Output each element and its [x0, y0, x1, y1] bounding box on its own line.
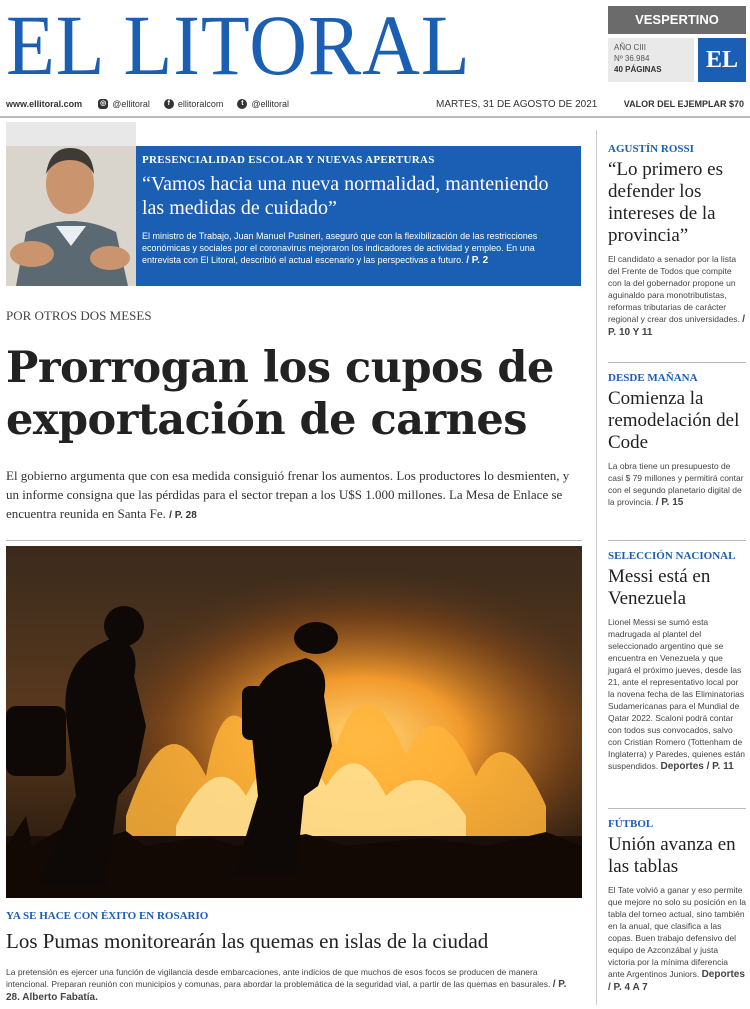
social-facebook[interactable]	[164, 99, 224, 109]
side-body-text: El Tate volvió a ganar y eso permite que mejore no solo su posición en la tabla del torneo actual, sino también en la anual, que clasifica a las copas. Buen trabajo defensivo del equipo de Azconzábal y justa victoria por la mínima diferencia ante Argentinos Juniors.	[608, 885, 746, 979]
main-kicker: POR OTROS DOS MESES	[6, 308, 152, 323]
issue-number: Nº 36.984	[614, 54, 650, 63]
side-page-ref[interactable]: Deportes / P. 11	[660, 761, 734, 772]
instagram-handle: @ellitoral	[112, 99, 150, 109]
side-headline[interactable]: Messi está en Venezuela	[608, 566, 711, 609]
side-kicker: AGUSTÍN ROSSI	[608, 143, 694, 155]
facebook-handle: ellitoralcom	[177, 99, 224, 109]
side-page-ref[interactable]: Deportes / P. 4 A 7	[608, 969, 745, 993]
main-page-ref[interactable]: / P. 28	[169, 510, 197, 521]
social-instagram[interactable]	[98, 99, 150, 109]
side-body-text: El candidato a senador por la lista del Frente de Todos que compite con la del gobernador propone un aguinaldo para monotributistas, reformas tributarias de carácter regional y crear dos universidades.	[608, 254, 740, 324]
twitter-handle: @ellitoral	[251, 99, 290, 109]
website-link[interactable]: www.ellitoral.com	[6, 99, 83, 109]
masthead	[6, 0, 596, 93]
pumas-body-text: La pretensión es ejercer una función de vigilancia desde embarcaciones, ante indicios de que muchos de esos focos se producen de manera intencional. Preparan reunión con municipios y comunas, para abordar la problemática de la seguridad vial, a partir de las quemas en basurales.	[6, 967, 551, 989]
info-bar	[6, 96, 746, 112]
side-body-text: La obra tiene un presupuesto de casi $ 79 millones y permitirá contar con el segundo planetario digital de la provincia.	[608, 461, 744, 507]
feature-quote[interactable]: “Vamos hacia una nueva normalidad, manteniendo las medidas de cuidado”	[142, 173, 549, 219]
instagram-icon: ◎	[100, 100, 107, 107]
feature-body-text: El ministro de Trabajo, Juan Manuel Pusineri, aseguró que con la flexibilización de las restricciones económicas y sociales por el coronavirus mejoraron los indicadores de actividad y empleo. En una entrevista con El Litoral, describió el actual escenario y las perspectivas a futuro.	[142, 231, 538, 265]
side-body	[608, 884, 746, 994]
feature-page-ref[interactable]: / P. 2	[466, 255, 489, 266]
section-rule	[6, 540, 582, 541]
issue-year: AÑO CIII	[614, 43, 647, 52]
masthead-logo: EL LITORAL	[6, 0, 471, 93]
feature-body	[142, 230, 572, 267]
side-story-rossi[interactable]	[608, 143, 746, 339]
issue-meta	[608, 38, 694, 82]
header-rule	[0, 116, 750, 118]
main-deck	[6, 466, 584, 525]
side-rule	[608, 808, 746, 809]
fire-photo	[6, 546, 582, 898]
side-story-code[interactable]	[608, 372, 746, 509]
side-body-text: Lionel Messi se sumó esta madrugada al plantel del seleccionado argentino que se encuentra en Venezuela y que jugará el próximo jueves, desde las 21, ante el representativo local por la novena fecha de las Eliminatorias Sudamericanas para el Mundial de Qatar 2022. Scaloni podrá contar con todos sus convocados, salvo con Cristian Romero (Tottenham de Inglaterra) y Paredes, quienes están suspendidos.	[608, 617, 746, 771]
side-headline[interactable]: Unión avanza en las tablas	[608, 834, 736, 877]
issue-pages: 40 PÁGINAS	[614, 65, 662, 74]
column-divider	[596, 130, 597, 1005]
side-story-union[interactable]	[608, 818, 746, 994]
side-rule	[608, 362, 746, 363]
main-headline[interactable]: Prorrogan los cupos de exportación de carnes	[6, 343, 554, 445]
side-kicker: SELECCIÓN NACIONAL	[608, 550, 736, 562]
feature-portrait-photo	[6, 122, 136, 286]
feature-text	[142, 154, 572, 267]
pumas-headline[interactable]: Los Pumas monitorearán las quemas en islas de la ciudad	[6, 929, 489, 953]
side-page-ref[interactable]: / P. 15	[655, 497, 684, 508]
feature-kicker: PRESENCIALIDAD ESCOLAR Y NUEVAS APERTURAS	[142, 154, 435, 166]
side-rule	[608, 540, 746, 541]
pumas-page-ref[interactable]: / P. 28. Alberto Fabatía.	[6, 979, 567, 1003]
edition-label: VESPERTINO	[608, 6, 746, 34]
side-kicker: DESDE MAÑANA	[608, 372, 698, 384]
main-deck-text: El gobierno argumenta que con esa medida consiguió frenar los aumentos. Los productores lo desmienten, y un informe consigna que las pérdidas para el sector trepan a los U$S 1.000 millones. La Mesa de Enlace se encuentra reunida en Santa Fe.	[6, 468, 570, 521]
issue-date: MARTES, 31 DE AGOSTO DE 2021	[436, 98, 598, 110]
twitter-icon: t	[237, 99, 247, 109]
feature-interview[interactable]	[6, 146, 581, 286]
side-kicker: FÚTBOL	[608, 818, 654, 830]
pumas-body	[6, 966, 582, 1004]
side-page-ref[interactable]: / P. 10 Y 11	[608, 314, 745, 338]
issue-price: VALOR DEL EJEMPLAR $70	[623, 99, 744, 109]
social-twitter[interactable]	[237, 99, 289, 109]
side-body	[608, 460, 746, 509]
side-story-messi[interactable]	[608, 550, 746, 773]
side-headline[interactable]: Comienza la remodelación del Code	[608, 388, 740, 453]
facebook-icon: f	[164, 99, 174, 109]
side-headline[interactable]: “Lo primero es defender los intereses de la provincia”	[608, 159, 724, 246]
side-body	[608, 616, 746, 773]
el-badge-logo: EL	[698, 38, 746, 82]
side-body	[608, 253, 746, 339]
pumas-kicker: YA SE HACE CON ÉXITO EN ROSARIO	[6, 910, 209, 922]
